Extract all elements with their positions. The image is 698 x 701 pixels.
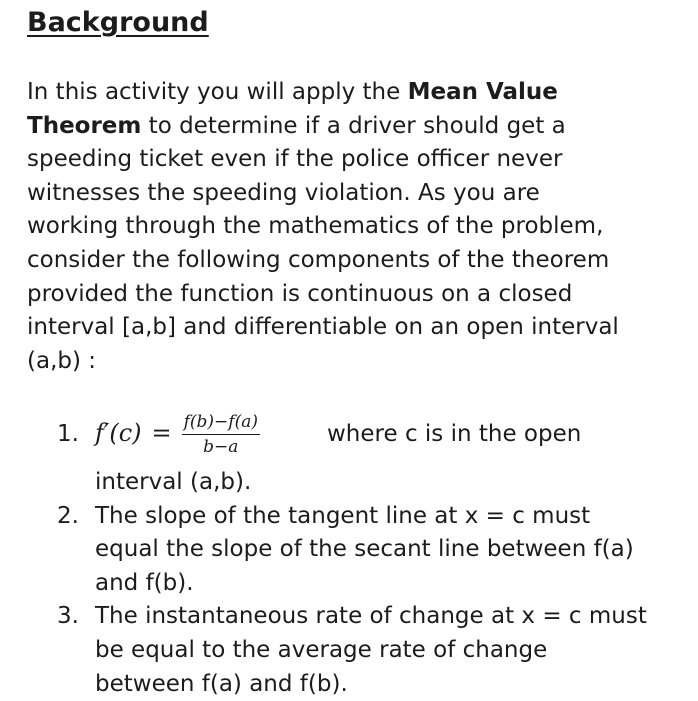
term-bold: Theorem — [27, 112, 142, 139]
list-item-line: The instantaneous rate of change at x = c must — [95, 603, 647, 630]
intro-line: provided the function is continuous on a closed — [27, 280, 573, 307]
intro-line: working through the mathematics of the problem, — [27, 213, 604, 240]
list-number: 3. — [57, 603, 79, 630]
section-heading: Background — [27, 7, 209, 38]
list-item — [27, 600, 677, 701]
list-item — [27, 500, 677, 601]
term-bold: Mean Value — [407, 79, 558, 105]
formula-numerator: f(b)−f(a) — [182, 411, 260, 435]
intro-line: In this activity you will apply the Mean Value — [27, 79, 558, 105]
list-item-line: The slope of the tangent line at x = c must — [95, 502, 591, 529]
intro-line: consider the following components of the theorem — [27, 246, 610, 273]
list-item-line: be equal to the average rate of change — [95, 636, 548, 663]
formula-denominator: b−a — [203, 436, 239, 457]
list-item-line: between f(a) and f(b). — [95, 670, 348, 697]
list-item-line: equal the slope of the secant line between f(a) — [95, 536, 634, 563]
mvt-formula — [95, 402, 260, 466]
list-number: 1. — [57, 421, 79, 447]
numbered-list — [27, 402, 677, 701]
intro-line: Theorem to determine if a driver should get a — [27, 112, 566, 139]
intro-line: (a,b) : — [27, 347, 97, 374]
intro-paragraph — [27, 76, 677, 378]
list-item-line: and f(b). — [95, 569, 194, 596]
intro-line: witnesses the speeding violation. As you are — [27, 179, 540, 206]
formula-equals: = — [151, 419, 172, 448]
intro-line: speeding ticket even if the police officer never — [27, 146, 563, 173]
formula-condition: where c is in the open — [327, 421, 582, 447]
list-number: 2. — [57, 502, 79, 529]
list-item-line: interval (a,b). — [95, 469, 252, 495]
list-item — [27, 402, 677, 500]
intro-line: interval [a,b] and differentiable on an open interval — [27, 314, 619, 341]
formula-lhs: f′(c) — [95, 419, 142, 448]
formula-fraction — [182, 411, 260, 458]
